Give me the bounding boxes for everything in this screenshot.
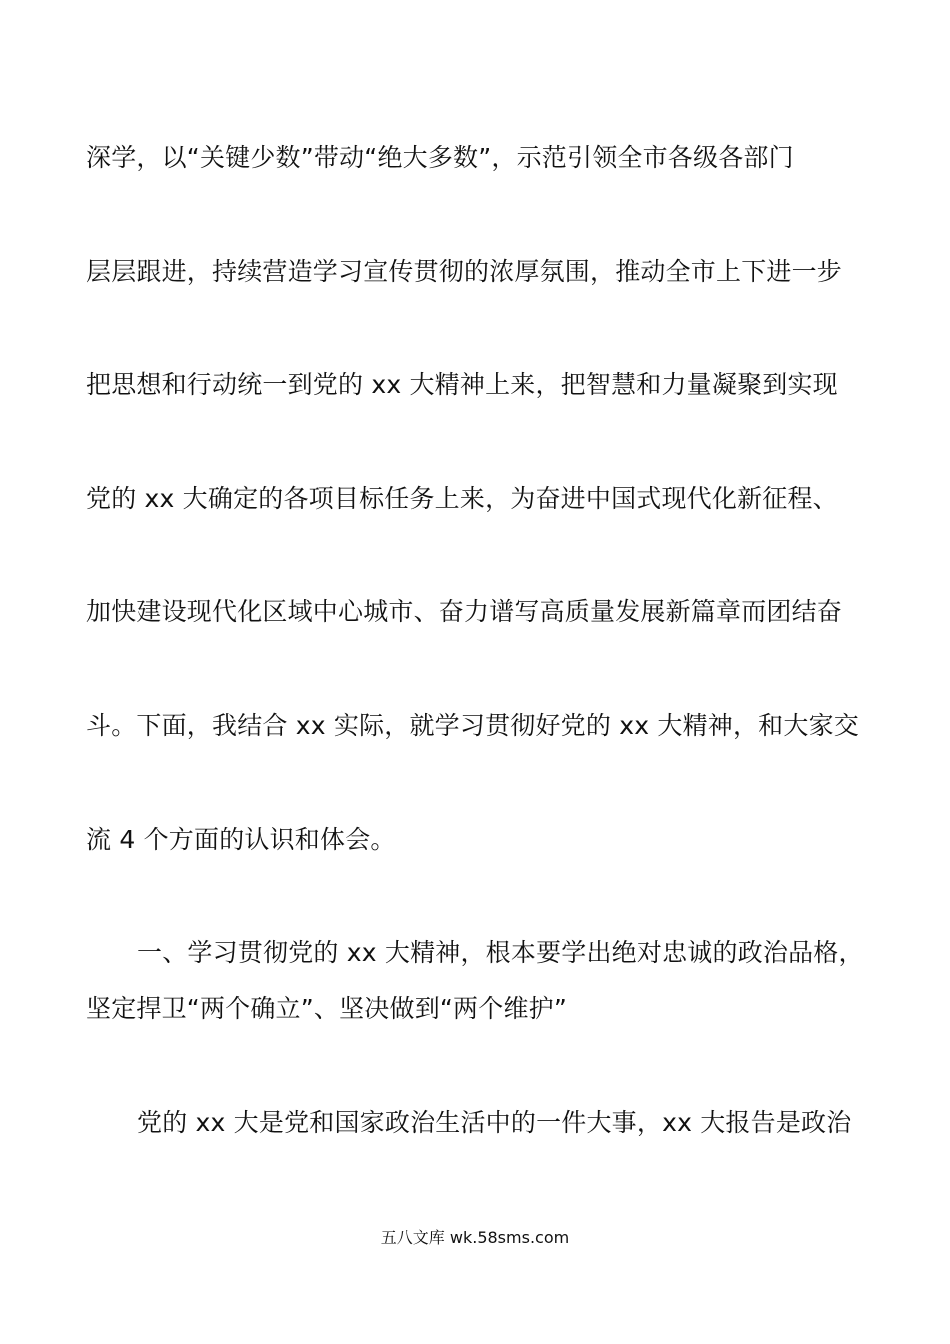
footer-watermark: 五八文库 wk.58sms.com	[380, 1228, 570, 1247]
section-heading-line-2: 坚定捍卫“两个确立”、坚决做到“两个维护”	[86, 994, 568, 1023]
body-text-line-1: 深学，以“关键少数”带动“绝大多数”，示范引领全市各级各部门	[86, 143, 794, 172]
paragraph-text-line-1: 党的 xx 大是党和国家政治生活中的一件大事，xx 大报告是政治	[137, 1108, 852, 1137]
body-text-line-5: 加快建设现代化区域中心城市、奋力谱写高质量发展新篇章而团结奋	[86, 597, 843, 626]
body-text-line-6: 斗。下面，我结合 xx 实际，就学习贯彻好党的 xx 大精神，和大家交	[86, 711, 859, 740]
body-text-line-7: 流 4 个方面的认识和体会。	[86, 825, 396, 854]
body-text-line-4: 党的 xx 大确定的各项目标任务上来，为奋进中国式现代化新征程、	[86, 484, 838, 513]
body-text-line-3: 把思想和行动统一到党的 xx 大精神上来，把智慧和力量凝聚到实现	[86, 370, 838, 399]
section-heading-line-1: 一、学习贯彻党的 xx 大精神，根本要学出绝对忠诚的政治品格，	[137, 938, 864, 967]
body-text-line-2: 层层跟进，持续营造学习宣传贯彻的浓厚氛围，推动全市上下进一步	[86, 257, 843, 286]
